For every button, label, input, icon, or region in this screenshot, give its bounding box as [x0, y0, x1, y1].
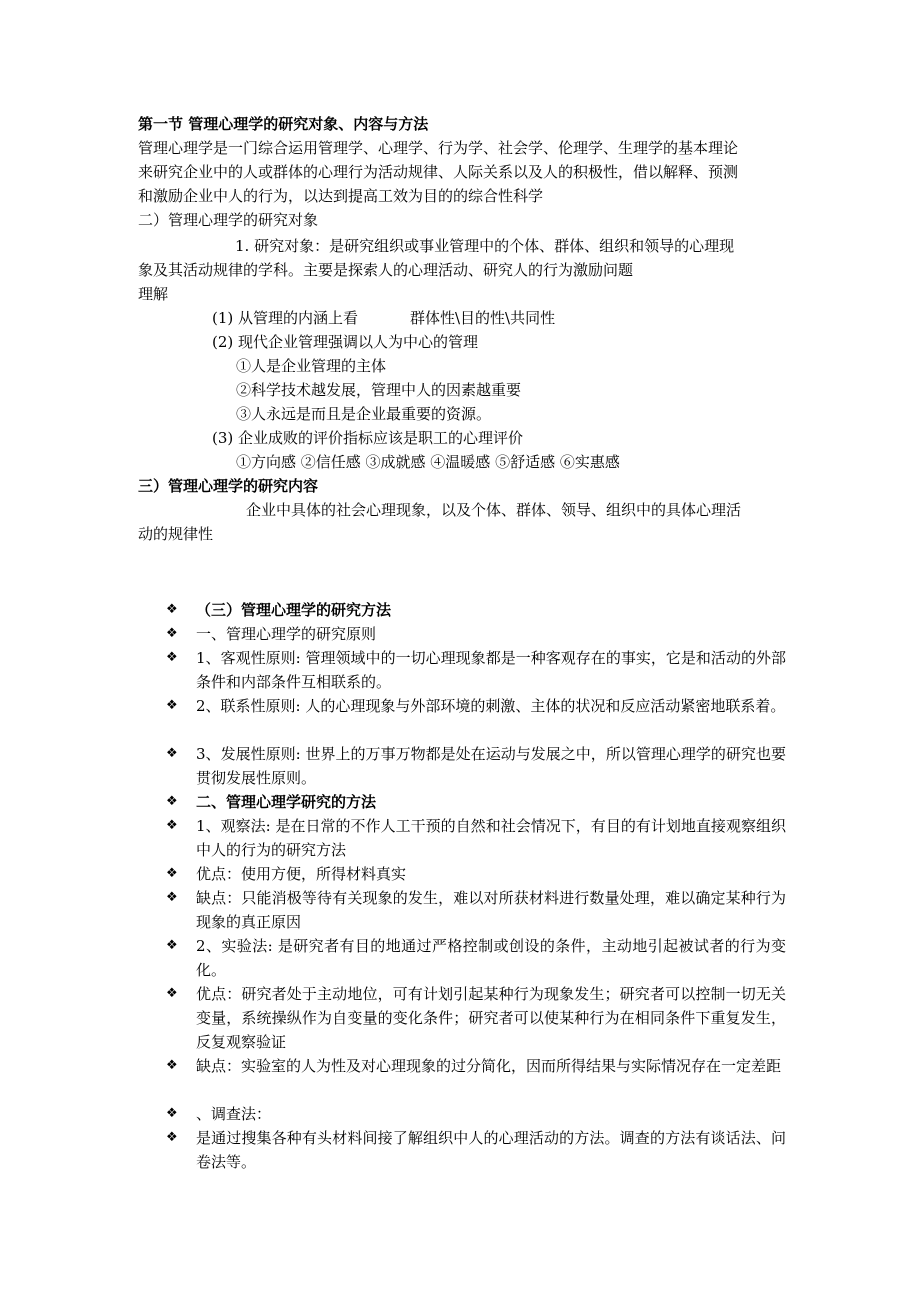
section-title: 第一节 管理心理学的研究对象、内容与方法	[138, 115, 429, 133]
diamond-bullet-icon: ❖	[166, 866, 178, 881]
diamond-bullet-icon: ❖	[166, 1106, 178, 1121]
item-2-point-3: ③人永远是而且是企业最重要的资源。	[236, 405, 492, 423]
list-item-text: 3、发展性原则: 世界上的万事万物都是处在运动与发展之中，所以管理心理学的研究也要贯彻发展性原则。	[196, 745, 786, 787]
item-3: (3) 企业成败的评价指标应该是职工的心理评价	[212, 429, 524, 447]
research-object-line-2: 象及其活动规律的学科。主要是探索人的心理活动、研究人的行为激励问题	[138, 261, 634, 279]
diamond-bullet-icon: ❖	[166, 1130, 178, 1145]
list-item-text: 、调查法：	[196, 1105, 272, 1123]
list-item-text: 1、客观性原则: 管理领域中的一切心理现象都是一种客观存在的事实，它是和活动的外部条件和内部条件互相联系的。	[196, 649, 786, 691]
item-2-point-1: ①人是企业管理的主体	[236, 357, 387, 375]
list-item-text: 优点：使用方便，所得材料真实	[196, 865, 407, 883]
definition-line-1: 管理心理学是一门综合运用管理学、心理学、行为学、社会学、伦理学、生理学的基本理论	[138, 139, 739, 157]
item-1-label: (1) 从管理的内涵上看	[212, 309, 359, 327]
list-item-text: 优点：研究者处于主动地位，可有计划引起某种行为现象发生；研究者可以控制一切无关变量，系统操纵作为自变量的变化条件；研究者可以使某种行为在相同条件下重复发生，反复观察验证	[196, 985, 786, 1051]
item-1-value: 群体性\目的性\共同性	[410, 309, 556, 327]
list-item-text: 1、观察法: 是在日常的不作人工干预的自然和社会情况下，有目的有计划地直接观察组织中人的行为的研究方法	[196, 817, 786, 859]
research-object-line-1: 1. 研究对象：是研究组织或事业管理中的个体、群体、组织和领导的心理现	[235, 237, 735, 255]
diamond-bullet-icon: ❖	[166, 650, 178, 665]
list-item-text: （三）管理心理学的研究方法	[196, 601, 392, 619]
list-item-text: 缺点：实验室的人为性及对心理现象的过分简化，因而所得结果与实际情况存在一定差距	[196, 1057, 782, 1075]
list-item-text: 一、管理心理学的研究原则	[196, 625, 377, 643]
definition-line-2: 来研究企业中的人或群体的心理行为活动规律、人际关系以及人的积极性，借以解释、预测	[138, 163, 739, 181]
diamond-bullet-icon: ❖	[166, 1058, 178, 1073]
subsection-2-title: 二）管理心理学的研究对象	[138, 211, 319, 229]
item-2-point-2: ②科学技术越发展，管理中人的因素越重要	[236, 381, 522, 399]
diamond-bullet-icon: ❖	[166, 626, 178, 641]
diamond-bullet-icon: ❖	[166, 818, 178, 833]
understanding-label: 理解	[138, 285, 169, 303]
subsection-3-title: 三）管理心理学的研究内容	[138, 477, 319, 495]
diamond-bullet-icon: ❖	[166, 890, 178, 905]
diamond-bullet-icon: ❖	[166, 938, 178, 953]
item-3-list: ①方向感 ②信任感 ③成就感 ④温暖感 ⑤舒适感 ⑥实惠感	[236, 453, 620, 471]
diamond-bullet-icon: ❖	[166, 698, 178, 713]
list-item-text: 是通过搜集各种有头材料间接了解组织中人的心理活动的方法。调查的方法有谈话法、问卷法等。	[196, 1129, 786, 1171]
diamond-bullet-icon: ❖	[166, 986, 178, 1001]
diamond-bullet-icon: ❖	[166, 794, 178, 809]
list-item-text: 2、实验法: 是研究者有目的地通过严格控制或创设的条件，主动地引起被试者的行为变化。	[196, 937, 786, 979]
diamond-bullet-icon: ❖	[166, 746, 178, 761]
content-line-2: 动的规律性	[138, 525, 214, 543]
diamond-bullet-icon: ❖	[166, 602, 178, 617]
item-2: (2) 现代企业管理强调以人为中心的管理	[212, 333, 479, 351]
content-line-1: 企业中具体的社会心理现象，以及个体、群体、领导、组织中的具体心理活	[246, 501, 742, 519]
definition-line-3: 和激励企业中人的行为，以达到提高工效为目的的综合性科学	[138, 187, 544, 205]
list-item-text: 2、联系性原则: 人的心理现象与外部环境的刺激、主体的状况和反应活动紧密地联系着。	[196, 697, 786, 715]
list-item-text: 二、管理心理学研究的方法	[196, 793, 377, 811]
list-item-text: 缺点：只能消极等待有关现象的发生，难以对所获材料进行数量处理，难以确定某种行为现象的真正原因	[196, 889, 786, 931]
